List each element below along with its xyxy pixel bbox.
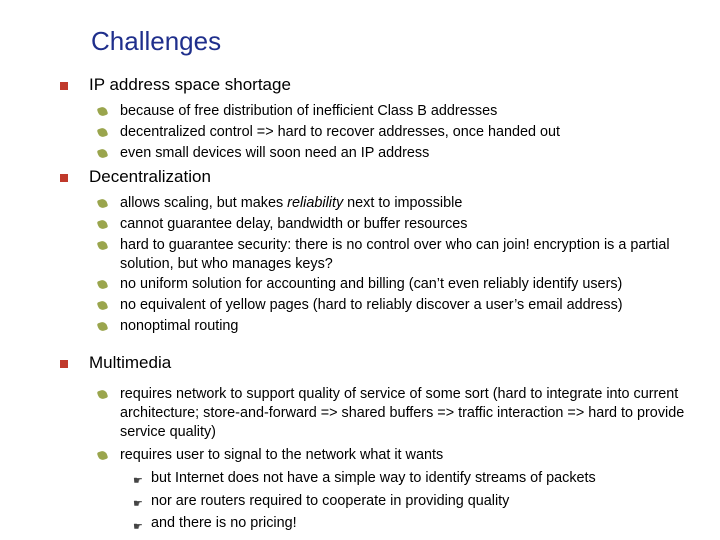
list-item-text: no uniform solution for accounting and billing (can’t even reliably identify users): [120, 276, 623, 292]
list-item-text: requires user to signal to the network what it wants: [120, 447, 444, 463]
sub-list-item-text: but Internet does not have a simple way to identify streams of packets: [151, 470, 596, 486]
square-bullet-icon: [60, 360, 68, 368]
list-item-text: requires network to support quality of service of some sort (hard to integrate into current architecture; store-and-forward => shared buffers => traffic interaction => hard to provide service quality): [120, 386, 685, 440]
pointing-hand-icon: ☛: [133, 498, 143, 510]
pointing-hand-icon: ☛: [133, 475, 143, 487]
section-heading: IP address space shortage: [89, 75, 291, 94]
list-item-text: nonoptimal routing: [120, 318, 239, 334]
list-item-text: decentralized control => hard to recover addresses, once handed out: [120, 124, 560, 140]
text-emphasis: reliability: [287, 195, 344, 211]
list-item-text: no equivalent of yellow pages (hard to reliably discover a user’s email address): [120, 297, 623, 313]
pointing-hand-icon: ☛: [133, 521, 143, 533]
text-plain: next to impossible: [343, 195, 463, 211]
diamond-bullet-icon: [97, 219, 109, 231]
diamond-bullet-icon: [97, 106, 109, 118]
diamond-bullet-icon: [97, 321, 109, 333]
diamond-bullet-icon: [97, 198, 109, 210]
text-plain: allows scaling, but makes: [120, 195, 288, 211]
section-heading: Multimedia: [89, 353, 172, 372]
square-bullet-icon: [60, 174, 68, 182]
list-item-text: even small devices will soon need an IP address: [120, 145, 430, 161]
list-item-text: hard to guarantee security: there is no control over who can join! encryption is a partial solution, but who manages keys?: [120, 237, 670, 272]
diamond-bullet-icon: [97, 148, 109, 160]
diamond-bullet-icon: [97, 127, 109, 139]
slide-title: Challenges: [91, 26, 222, 56]
diamond-bullet-icon: [97, 279, 109, 291]
sub-list-item-text: nor are routers required to cooperate in providing quality: [151, 493, 510, 509]
section-heading: Decentralization: [89, 167, 211, 186]
list-item-text: [120, 194, 700, 213]
diamond-bullet-icon: [97, 300, 109, 312]
diamond-bullet-icon: [97, 240, 109, 252]
list-item-text: cannot guarantee delay, bandwidth or buffer resources: [120, 216, 468, 232]
diamond-bullet-icon: [97, 450, 109, 462]
sub-list-item-text: and there is no pricing!: [151, 515, 297, 531]
diamond-bullet-icon: [97, 389, 109, 401]
square-bullet-icon: [60, 82, 68, 90]
list-item-text: because of free distribution of inefficient Class B addresses: [120, 103, 498, 119]
